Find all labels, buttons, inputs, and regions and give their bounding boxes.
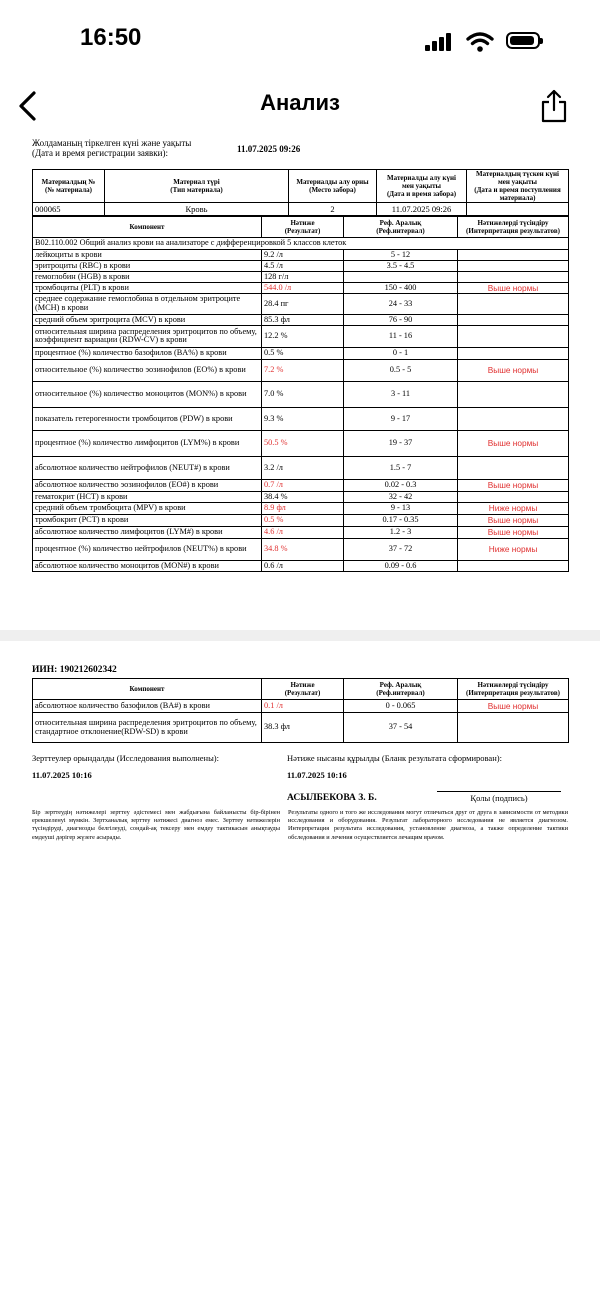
- document-page-1[interactable]: [0, 132, 600, 630]
- iin-label: ИИН: 190212602342: [32, 665, 117, 675]
- component-name: среднее содержание гемоглобина в отдельном эритроците (MCH) в крови: [33, 293, 262, 314]
- navigation-bar: [0, 80, 600, 132]
- interpretation: Выше нормы: [458, 430, 569, 456]
- status-bar: [0, 0, 600, 80]
- reference-range: 37 - 54: [344, 713, 458, 743]
- interpretation: [458, 347, 569, 359]
- interpretation: [458, 314, 569, 325]
- material-cell: [467, 202, 569, 215]
- component-name: абсолютное количество эозинофилов (EO#) в крови: [33, 479, 262, 491]
- section-row: [33, 237, 569, 249]
- interpretation: Выше нормы: [458, 359, 569, 381]
- interpretation: [458, 491, 569, 502]
- result-value: 28.4 пг: [262, 293, 344, 314]
- reference-range: 0 - 1: [344, 347, 458, 359]
- results-header-cell: Реф. Аралық (Реф.интервал): [344, 679, 458, 700]
- results-header-cell: Нәтижелерді түсіндіру (Интерпретация результатов): [458, 679, 569, 700]
- interpretation: Выше нормы: [458, 479, 569, 491]
- reference-range: 0.5 - 5: [344, 359, 458, 381]
- results-header-row: [33, 216, 569, 237]
- component-name: относительное (%) количество эозинофилов (EO%) в крови: [33, 359, 262, 381]
- component-name: средний объем эритроцита (MCV) в крови: [33, 314, 262, 325]
- table-row: [33, 560, 569, 571]
- signature-label: Қолы (подпись): [470, 793, 528, 803]
- reference-range: 1.2 - 3: [344, 526, 458, 538]
- material-table: [32, 169, 569, 216]
- table-row: [33, 456, 569, 479]
- result-value: 0.1 /л: [262, 700, 344, 713]
- result-value: 128 г/л: [262, 271, 344, 282]
- material-cell: 2: [289, 202, 377, 215]
- signature-line: [437, 791, 561, 803]
- results-header-cell: Компонент: [33, 679, 262, 700]
- result-value: 3.2 /л: [262, 456, 344, 479]
- disclaimer-kz: Бір зерттеудің нәтижелері зерттеу әдістемесі мен жабдығына байланысты бір-бірінен ерекшеленуі мүмкін. Зертханалық зерттеу нәтижесі диагноз емес. Зерттеу нәтижелерін түсіндіруді, диагнозды белгілеуді, сондай-ақ тексеру мен емдеу тактикасын анықтауды емдеуші дәрігер жүзеге асырады.: [32, 809, 280, 841]
- component-name: показатель гетерогенности тромбоцитов (PDW) в крови: [33, 407, 262, 430]
- reference-range: 19 - 37: [344, 430, 458, 456]
- result-value: 7.2 %: [262, 359, 344, 381]
- results-header-cell: Нәтиже (Результат): [262, 216, 344, 237]
- component-name: абсолютное количество нейтрофилов (NEUT#) в крови: [33, 456, 262, 479]
- reference-range: 9 - 13: [344, 502, 458, 514]
- reference-range: 3.5 - 4.5: [344, 260, 458, 271]
- table-row: [33, 538, 569, 560]
- component-name: процентное (%) количество базофилов (BA%) в крови: [33, 347, 262, 359]
- interpretation: [458, 325, 569, 347]
- interpretation: Выше нормы: [458, 700, 569, 713]
- table-row: [33, 430, 569, 456]
- interpretation: [458, 271, 569, 282]
- reference-range: 24 - 33: [344, 293, 458, 314]
- result-value: 12.2 %: [262, 325, 344, 347]
- component-name: лейкоциты в крови: [33, 249, 262, 260]
- reference-range: 0.09 - 0.6: [344, 560, 458, 571]
- table-row: [33, 314, 569, 325]
- result-value: 38.3 фл: [262, 713, 344, 743]
- material-value-row: [33, 202, 569, 215]
- reference-range: 11 - 16: [344, 325, 458, 347]
- disclaimer: [32, 809, 568, 842]
- result-value: 50.5 %: [262, 430, 344, 456]
- result-value: 7.0 %: [262, 381, 344, 407]
- results-header-cell: Реф. Аралық (Реф.интервал): [344, 216, 458, 237]
- component-name: процентное (%) количество нейтрофилов (NEUT%) в крови: [33, 538, 262, 560]
- result-value: 9.3 %: [262, 407, 344, 430]
- component-name: абсолютное количество лимфоцитов (LYM#) в крови: [33, 526, 262, 538]
- table-row: [33, 293, 569, 314]
- interpretation: Выше нормы: [458, 514, 569, 526]
- reference-range: 150 - 400: [344, 282, 458, 293]
- result-value: 85.3 фл: [262, 314, 344, 325]
- table-row: [33, 479, 569, 491]
- material-header-cell: Материалды алу күні мен уақыты (Дата и время забора): [377, 169, 467, 202]
- results-table-2: [32, 678, 569, 743]
- component-name: абсолютное количество базофилов (BA#) в крови: [33, 700, 262, 713]
- reference-range: 5 - 12: [344, 249, 458, 260]
- result-value: 34.8 %: [262, 538, 344, 560]
- share-icon[interactable]: [538, 88, 570, 124]
- table-row: [33, 325, 569, 347]
- interpretation: Выше нормы: [458, 282, 569, 293]
- doctor-name: АСЫЛБЕКОВА З. Б.: [287, 793, 377, 803]
- table-row: [33, 347, 569, 359]
- registration-info: [32, 138, 568, 159]
- disclaimer-ru: Результаты одного и того же исследования могут отличаться друг от друга в зависимости от методики исследования и оборудования. Результат лабораторного исследования не является диагнозом. Интерпретация результата исследования, установление диагноза, а также определение тактики обследования и лечения осуществляется лечащим врачом.: [288, 809, 568, 841]
- result-value: 0.5 %: [262, 514, 344, 526]
- results-table-1: [32, 216, 569, 572]
- interpretation: Выше нормы: [458, 526, 569, 538]
- interpretation: [458, 407, 569, 430]
- component-name: эритроциты (RBC) в крови: [33, 260, 262, 271]
- component-name: средний объем тромбоцита (MPV) в крови: [33, 502, 262, 514]
- material-cell: 11.07.2025 09:26: [377, 202, 467, 215]
- table-row: [33, 491, 569, 502]
- table-row: [33, 249, 569, 260]
- reference-range: 9 - 17: [344, 407, 458, 430]
- signature-block: [32, 753, 568, 803]
- page-title: Анализ: [260, 90, 340, 115]
- table-row: [33, 260, 569, 271]
- table-row: [33, 502, 569, 514]
- component-name: процентное (%) количество лимфоцитов (LYM%) в крови: [33, 430, 262, 456]
- reference-range: 0 - 0.065: [344, 700, 458, 713]
- component-name: гемоглобин (HGB) в крови: [33, 271, 262, 282]
- material-header-row: [33, 169, 569, 202]
- cellular-signal-icon: [425, 33, 453, 51]
- results-header-row: [33, 679, 569, 700]
- reference-range: 0.02 - 0.3: [344, 479, 458, 491]
- component-name: абсолютное количество моноцитов (MON#) в крови: [33, 560, 262, 571]
- registration-value: 11.07.2025 09:26: [237, 144, 301, 154]
- reference-range: 0.17 - 0.35: [344, 514, 458, 526]
- result-value: 4.5 /л: [262, 260, 344, 271]
- result-value: 38.4 %: [262, 491, 344, 502]
- registration-label-kz: Жолдаманың тіркелген күні және уақыты: [32, 138, 192, 148]
- reference-range: 76 - 90: [344, 314, 458, 325]
- interpretation: [458, 260, 569, 271]
- performed-value: 11.07.2025 10:16: [32, 770, 92, 780]
- interpretation: [458, 381, 569, 407]
- reference-range: 37 - 72: [344, 538, 458, 560]
- result-value: 0.6 /л: [262, 560, 344, 571]
- table-row: [33, 407, 569, 430]
- result-value: 544.0 /л: [262, 282, 344, 293]
- wifi-icon: [466, 31, 494, 53]
- performed-label: Зерттеулер орындалды (Исследования выполнены):: [32, 753, 219, 763]
- interpretation: [458, 249, 569, 260]
- table-row: [33, 282, 569, 293]
- component-name: тромбоциты (PLT) в крови: [33, 282, 262, 293]
- table-row: [33, 381, 569, 407]
- interpretation: [458, 456, 569, 479]
- result-value: 9.2 /л: [262, 249, 344, 260]
- battery-icon: [506, 32, 540, 49]
- interpretation: [458, 293, 569, 314]
- reference-range: 1.5 - 7: [344, 456, 458, 479]
- interpretation: [458, 560, 569, 571]
- result-value: 4.6 /л: [262, 526, 344, 538]
- component-name: гематокрит (HCT) в крови: [33, 491, 262, 502]
- results-header-cell: Нәтижелерді түсіндіру (Интерпретация результатов): [458, 216, 569, 237]
- reference-range: 32 - 42: [344, 491, 458, 502]
- component-name: относительная ширина распределения эритроцитов по объему, стандартное отклонение(RDW-SD) в крови: [33, 713, 262, 743]
- registration-label-ru: (Дата и время регистрации заявки):: [32, 148, 168, 159]
- interpretation: Ниже нормы: [458, 538, 569, 560]
- formed-value: 11.07.2025 10:16: [287, 770, 347, 780]
- table-row: [33, 526, 569, 538]
- result-value: 0.7 /л: [262, 479, 344, 491]
- table-row: [33, 271, 569, 282]
- material-cell: Кровь: [105, 202, 289, 215]
- reference-range: [344, 271, 458, 282]
- table-row: [33, 359, 569, 381]
- formed-label: Нәтиже нысаны құрылды (Бланк результата сформирован):: [287, 753, 502, 763]
- result-value: 0.5 %: [262, 347, 344, 359]
- material-cell: 000065: [33, 202, 105, 215]
- document-page-2[interactable]: [0, 641, 600, 1300]
- component-name: относительное (%) количество моноцитов (MON%) в крови: [33, 381, 262, 407]
- result-value: 8.9 фл: [262, 502, 344, 514]
- interpretation: [458, 713, 569, 743]
- material-header-cell: Материалды алу орны (Место забора): [289, 169, 377, 202]
- section-title: B02.110.002 Общий анализ крови на анализаторе с дифференцировкой 5 классов клеток: [33, 237, 569, 249]
- table-row: [33, 713, 569, 743]
- component-name: относительная ширина распределения эритроцитов по объему, коэффициент вариации (RDW-CV) в крови: [33, 325, 262, 347]
- component-name: тромбокрит (PCT) в крови: [33, 514, 262, 526]
- interpretation: Ниже нормы: [458, 502, 569, 514]
- table-row: [33, 700, 569, 713]
- material-header-cell: Материалдың № (№ материала): [33, 169, 105, 202]
- status-time: 16:50: [80, 24, 142, 51]
- reference-range: 3 - 11: [344, 381, 458, 407]
- material-header-cell: Материалдың түскен күні мен уақыты (Дата и время поступления материала): [467, 169, 569, 202]
- results-header-cell: Нәтиже (Результат): [262, 679, 344, 700]
- material-header-cell: Материал түрі (Тип материала): [105, 169, 289, 202]
- table-row: [33, 514, 569, 526]
- results-header-cell: Компонент: [33, 216, 262, 237]
